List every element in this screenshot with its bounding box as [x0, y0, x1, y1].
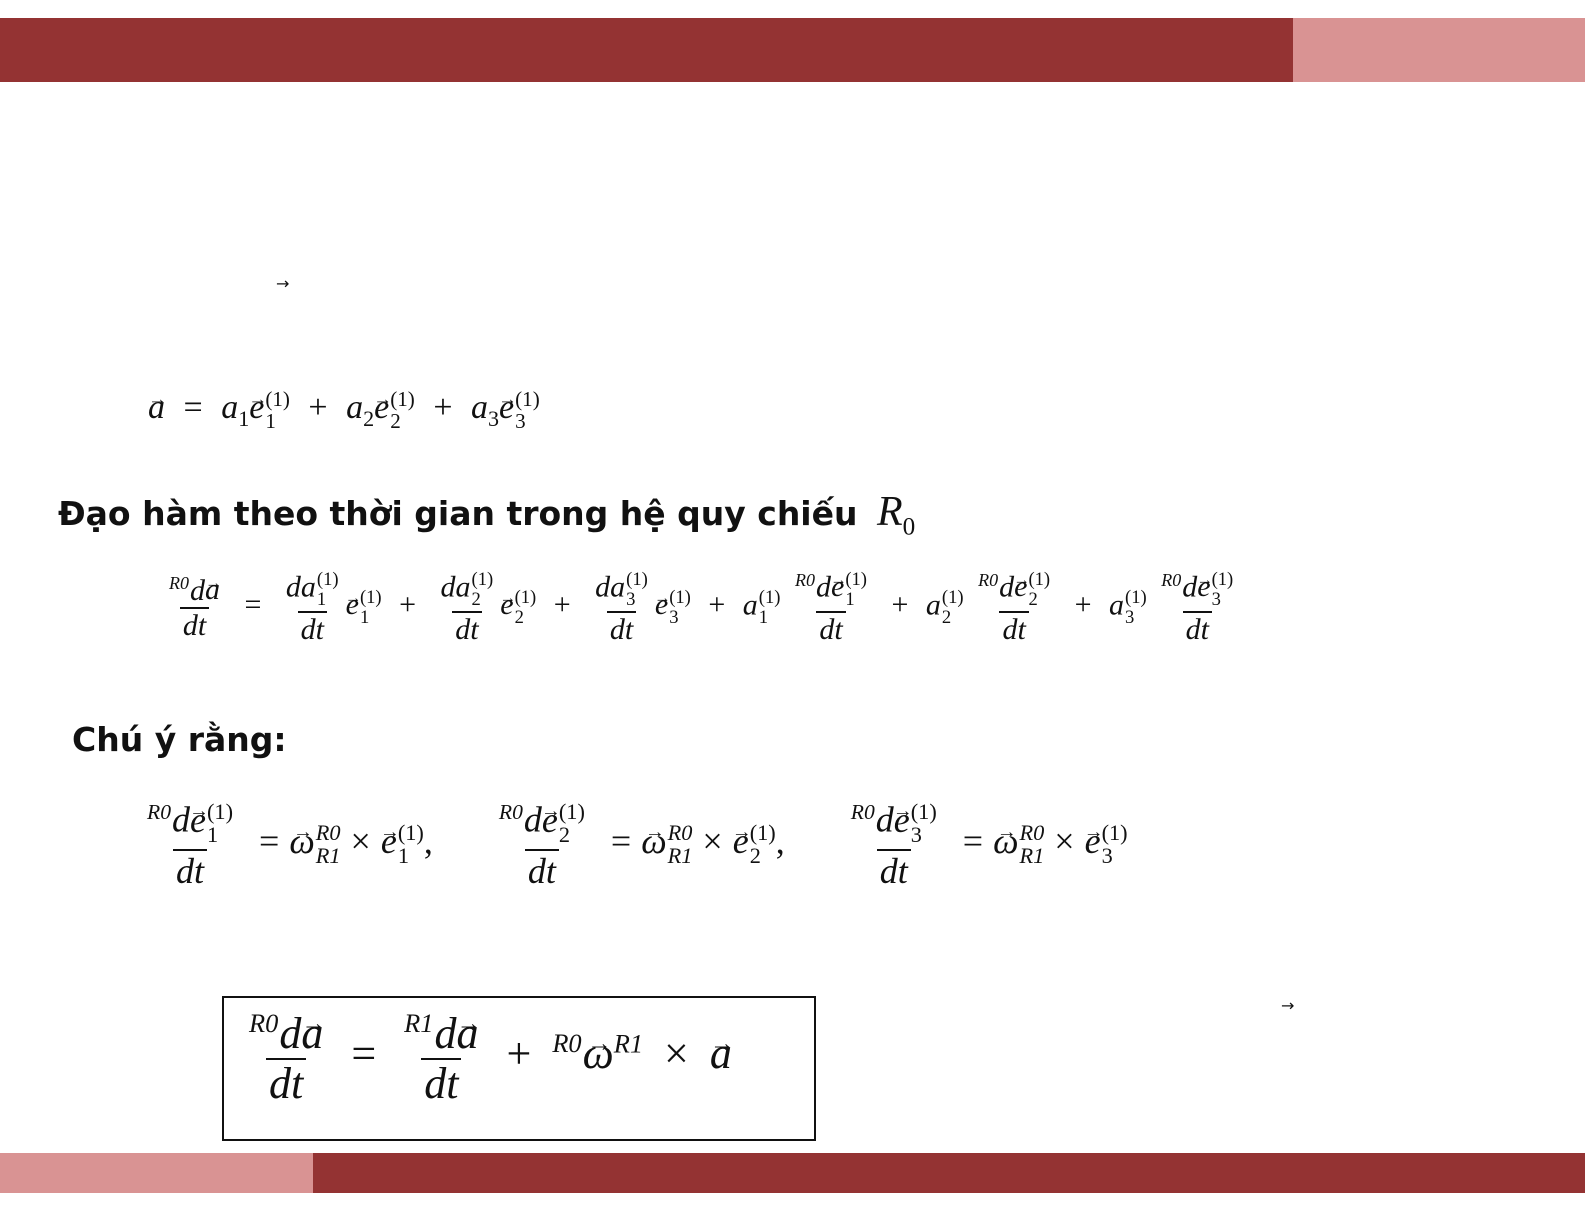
equation-derivative-expansion: $\frac{^{R0}d\to a}{dt}$ = da (1) 1 dt → e (1) 1 + da (1) 2 dt → e (1) 2 + da (1) 3 dt → e (1) 3 + a (1) 1 $^{R0}$d→ e (1) 1 dt + a (1) 2 $^{R0}$d→ e (1) 2 dt + a (1) 3 $^{R0}$d→ e (1) 3 dt: [162, 570, 1240, 645]
fraction-lhs: $\frac{^{R0}d\to a}{dt}$: [166, 574, 223, 642]
fraction-de3: $^{R0}$d→ e (1) 3 dt: [1158, 570, 1236, 645]
top-bar-dark: [0, 18, 1293, 82]
fraction-da1: da (1) 1 dt: [285, 569, 339, 647]
vector-a: → a: [148, 391, 165, 425]
arrow-mark-top: →: [276, 274, 290, 293]
basis-derivative-1: $^{R0}$d→ e (1) 1 dt =→ ω R0 R1 ×→ e (1) 1 ,: [140, 821, 442, 861]
term-3: $a_3\to e$ (1) 3: [471, 389, 540, 426]
heading-time-derivative: [58, 488, 915, 541]
heading-note: Chú ý rằng:: [72, 720, 287, 759]
equation-basis-derivatives: [140, 800, 1128, 889]
bottom-bar-dark: [313, 1153, 1585, 1193]
equation-vector-decomposition: → $a = a_1\to e$ (1) 1 + $a_2\to e$ (1) 2 + $a_3\to e$ (1) 3: [148, 388, 540, 432]
fraction-da3: da (1) 3 dt: [595, 569, 648, 647]
term-1: $a_1\to e$ (1) 1: [221, 389, 290, 426]
term-2: $a_2\to e$ (1) 2: [346, 389, 415, 426]
heading-time-derivative-text: Đạo hàm theo thời gian trong hệ quy chiếu: [58, 494, 858, 533]
equation-boxed-result: $\frac{^{R0}d\to a}{dt}$ = $\frac{^{R1}d\to a}{dt}$ + $^{R0}\to \omega^{R1}$ × → a: [242, 1010, 732, 1106]
frame-symbol: $R_0$: [877, 489, 916, 541]
basis-derivative-3: $^{R0}$d→ e (1) 3 dt =→ ω R0 R1 ×→ e (1) 3: [844, 821, 1128, 861]
fraction-da2: da (1) 2 dt: [440, 569, 494, 647]
basis-derivative-2: $^{R0}$d→ e (1) 2 dt =→ ω R0 R1 ×→ e (1) 2 ,: [492, 821, 794, 861]
fraction-de1: $^{R0}$d→ e (1) 1 dt: [792, 570, 870, 645]
boxed-result: [222, 996, 816, 1141]
arrow-mark-right: →: [1281, 996, 1295, 1015]
fraction-de2: $^{R0}$d→ e (1) 2 dt: [975, 570, 1053, 645]
top-bar-light: [1293, 18, 1585, 82]
bottom-bar-light: [0, 1153, 313, 1193]
